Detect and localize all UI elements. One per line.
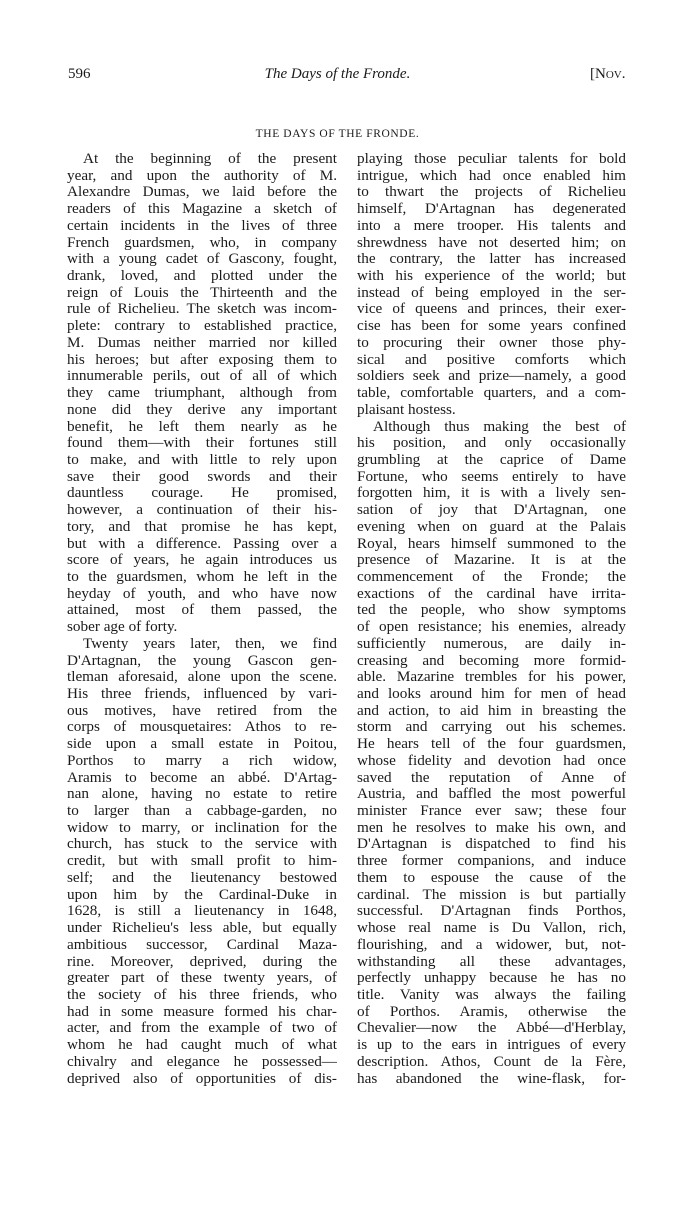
text-line: 1628, is still a lieutenancy in 1648, bbox=[67, 902, 337, 920]
article-title: THE DAYS OF THE FRONDE. bbox=[255, 128, 420, 140]
issue-month: [Nov. bbox=[590, 66, 626, 82]
text-line: He hears tell of the four guardsmen, bbox=[357, 735, 626, 753]
text-line: storm and carrying out his schemes. bbox=[357, 718, 626, 736]
text-line: saved the reputation of Anne of bbox=[357, 768, 626, 786]
text-line: Chevalier—now the Abbé—d'Herblay, bbox=[357, 1019, 626, 1037]
text-line: whom he had caught much of what bbox=[67, 1036, 337, 1054]
page-number: 596 bbox=[68, 66, 91, 82]
text-line: self; and the lieutenancy bestowed bbox=[67, 868, 337, 886]
text-line: greater part of these twenty years, of bbox=[67, 969, 337, 987]
text-line: save their good swords and their bbox=[67, 467, 337, 485]
text-line: is up to the ears in intrigues of every bbox=[357, 1036, 626, 1054]
text-line: three former companions, and induce bbox=[357, 852, 626, 870]
text-line: Austria, and baffled the most powerful bbox=[357, 785, 626, 803]
text-line: cardinal. The mission is but partially bbox=[357, 885, 626, 903]
text-line: heyday of youth, and who have now bbox=[67, 584, 337, 602]
text-line: forgotten him, it is with a lively sen- bbox=[357, 484, 626, 502]
text-line: Porthos to marry a rich widow, bbox=[67, 751, 337, 769]
text-line: soldiers seek and prize—namely, a good bbox=[357, 367, 626, 385]
text-line: found them—with their fortunes still bbox=[67, 434, 337, 452]
text-line: flourishing, and a widower, but, not- bbox=[357, 935, 626, 953]
text-line: side upon a small estate in Poitou, bbox=[67, 735, 337, 753]
text-line: readers of this Magazine a sketch of bbox=[67, 200, 337, 218]
text-line: attained, most of them passed, the bbox=[67, 601, 337, 619]
text-line: upon him by the Cardinal-Duke in bbox=[67, 885, 337, 903]
text-line: ous motives, have retired from the bbox=[67, 701, 337, 719]
text-line: shrewdness have not deserted him; on bbox=[357, 233, 626, 251]
text-line: instead of being employed in the ser- bbox=[357, 283, 626, 301]
page-header bbox=[0, 66, 675, 90]
text-line: drank, loved, and plotted under the bbox=[67, 267, 337, 285]
text-line: whose fidelity and devotion had once bbox=[357, 751, 626, 769]
text-line: of open resistance; his enemies, already bbox=[357, 618, 626, 636]
text-line: Fortune, who seems entirely to have bbox=[357, 467, 626, 485]
right-column bbox=[357, 151, 626, 1087]
text-line: under Richelieu's less able, but equally bbox=[67, 919, 337, 937]
text-line: had in some measure formed his char- bbox=[67, 1002, 337, 1020]
text-line: French guardsmen, who, in company bbox=[67, 233, 337, 251]
text-line: sufficiently numerous, are daily in- bbox=[357, 634, 626, 652]
text-line: deprived also of opportunities of dis- bbox=[67, 1069, 337, 1087]
text-line: plaisant hostess. bbox=[357, 400, 456, 418]
text-line: acter, and from the example of two of bbox=[67, 1019, 337, 1037]
text-line: the contrary, the latter has increased bbox=[357, 250, 626, 268]
text-line: able. Mazarine trembles for his power, bbox=[357, 668, 626, 686]
text-line: and looks around him for men of head bbox=[357, 685, 626, 702]
text-line: dauntless courage. He promised, bbox=[67, 484, 337, 502]
text-line: At the beginning of the present bbox=[83, 150, 337, 167]
text-line: and action, to aid him in breasting the bbox=[357, 701, 626, 719]
text-line: commencement of the Fronde; the bbox=[357, 567, 626, 585]
text-line: vice of queens and princes, their exer- bbox=[357, 300, 626, 318]
text-line: his heroes; but after exposing them to bbox=[67, 350, 337, 368]
text-line: intrigue, which had once enabled him bbox=[357, 166, 626, 184]
text-line: sical and positive comforts which bbox=[357, 350, 626, 368]
text-line: with his experience of the world; but bbox=[357, 267, 626, 285]
text-line: presence of Mazarine. It is at the bbox=[357, 551, 626, 569]
text-line: minister France ever saw; these four bbox=[357, 802, 626, 820]
text-line: with a young cadet of Gascony, fought, bbox=[67, 250, 337, 268]
text-line: ted the people, who show symptoms bbox=[357, 601, 626, 619]
running-title: The Days of the Fronde. bbox=[264, 66, 411, 82]
text-line: rule of Richelieu. The sketch was incom- bbox=[67, 300, 337, 318]
text-line: Alexandre Dumas, we laid before the bbox=[67, 183, 337, 201]
text-line: to procuring their owner those phy- bbox=[357, 333, 626, 351]
text-line: benefit, he left them nearly as he bbox=[67, 417, 337, 435]
text-line: M. Dumas neither married nor killed bbox=[67, 333, 337, 351]
text-line: innumerable perils, out of all of which bbox=[67, 367, 337, 385]
text-line: title. Vanity was always the failing bbox=[357, 985, 626, 1003]
text-line: men he resolves to make his own, and bbox=[357, 818, 626, 836]
text-line: withstanding all these advantages, bbox=[357, 952, 626, 970]
text-line: has abandoned the wine-flask, for- bbox=[357, 1069, 626, 1087]
text-line: playing those peculiar talents for bold bbox=[357, 150, 626, 167]
text-line: His three friends, influenced by vari- bbox=[67, 685, 337, 702]
text-line: cise has been for some years confined bbox=[357, 317, 626, 335]
text-line: to larger than a cabbage-garden, no bbox=[67, 802, 337, 820]
text-line: tory, and that promise he has kept, bbox=[67, 517, 337, 535]
text-line: D'Artagnan is dispatched to find his bbox=[357, 835, 626, 853]
text-line: score of years, he again introduces us bbox=[67, 551, 337, 569]
text-line: his position, and only occasionally bbox=[357, 434, 626, 452]
text-line: successful. D'Artagnan finds Porthos, bbox=[357, 902, 626, 920]
text-line: sation of joy that D'Artagnan, one bbox=[357, 501, 626, 519]
text-line: certain incidents in the lives of three bbox=[67, 216, 337, 234]
text-line: himself, D'Artagnan has degenerated bbox=[357, 200, 626, 218]
text-line: ambitious successor, Cardinal Maza- bbox=[67, 935, 337, 953]
text-line: they came triumphant, although from bbox=[67, 384, 337, 402]
text-line: Although thus making the best of bbox=[373, 417, 626, 435]
left-column bbox=[67, 151, 337, 1087]
text-line: into a mere trooper. His talents and bbox=[357, 216, 626, 234]
text-line: creasing and becoming more formid- bbox=[357, 651, 626, 669]
text-line: nan alone, having no estate to retire bbox=[67, 785, 337, 803]
text-line: church, has stuck to the service with bbox=[67, 835, 337, 853]
text-line: but with a difference. Passing over a bbox=[67, 534, 337, 552]
text-line: rine. Moreover, deprived, during the bbox=[67, 952, 337, 970]
text-line: plete: contrary to established practice, bbox=[67, 317, 337, 335]
text-line: them to espouse the cause of the bbox=[357, 868, 626, 886]
text-line: perfectly unhappy because he has no bbox=[357, 969, 626, 987]
text-line: Aramis to become an abbé. D'Artag- bbox=[67, 768, 337, 786]
text-line: corps of mousquetaires: Athos to re- bbox=[67, 718, 337, 736]
text-line: description. Athos, Count de la Fère, bbox=[357, 1052, 626, 1070]
text-line: year, and upon the authority of M. bbox=[67, 166, 337, 184]
text-line: to the guardsmen, whom he left in the bbox=[67, 567, 337, 585]
text-line: to thwart the projects of Richelieu bbox=[357, 183, 626, 201]
text-line: table, comfortable quarters, and a com- bbox=[357, 384, 626, 402]
text-line: Royal, hears himself summoned to the bbox=[357, 534, 626, 552]
text-line: of Porthos. Aramis, otherwise the bbox=[357, 1002, 626, 1020]
text-line: evening when on guard at the Palais bbox=[357, 517, 626, 535]
text-line: to make, and with little to rely upon bbox=[67, 450, 337, 468]
text-line: widow to marry, or inclination for the bbox=[67, 818, 337, 836]
text-line: exactions of the cardinal have irrita- bbox=[357, 584, 626, 602]
text-line: sober age of forty. bbox=[67, 618, 178, 636]
text-line: however, a continuation of their his- bbox=[67, 501, 337, 519]
text-line: whose real name is Du Vallon, rich, bbox=[357, 919, 626, 937]
text-line: chivalry and elegance he possessed— bbox=[67, 1052, 337, 1070]
text-line: none did they derive any important bbox=[67, 400, 337, 418]
text-line: Twenty years later, then, we find bbox=[83, 634, 337, 652]
text-line: credit, but with small profit to him- bbox=[67, 852, 337, 870]
text-line: grumbling at the caprice of Dame bbox=[357, 450, 626, 468]
text-line: reign of Louis the Thirteenth and the bbox=[67, 283, 337, 301]
text-line: tleman aforesaid, alone upon the scene. bbox=[67, 668, 337, 686]
text-line: the society of his three friends, who bbox=[67, 985, 337, 1003]
text-line: D'Artagnan, the young Gascon gen- bbox=[67, 651, 337, 669]
